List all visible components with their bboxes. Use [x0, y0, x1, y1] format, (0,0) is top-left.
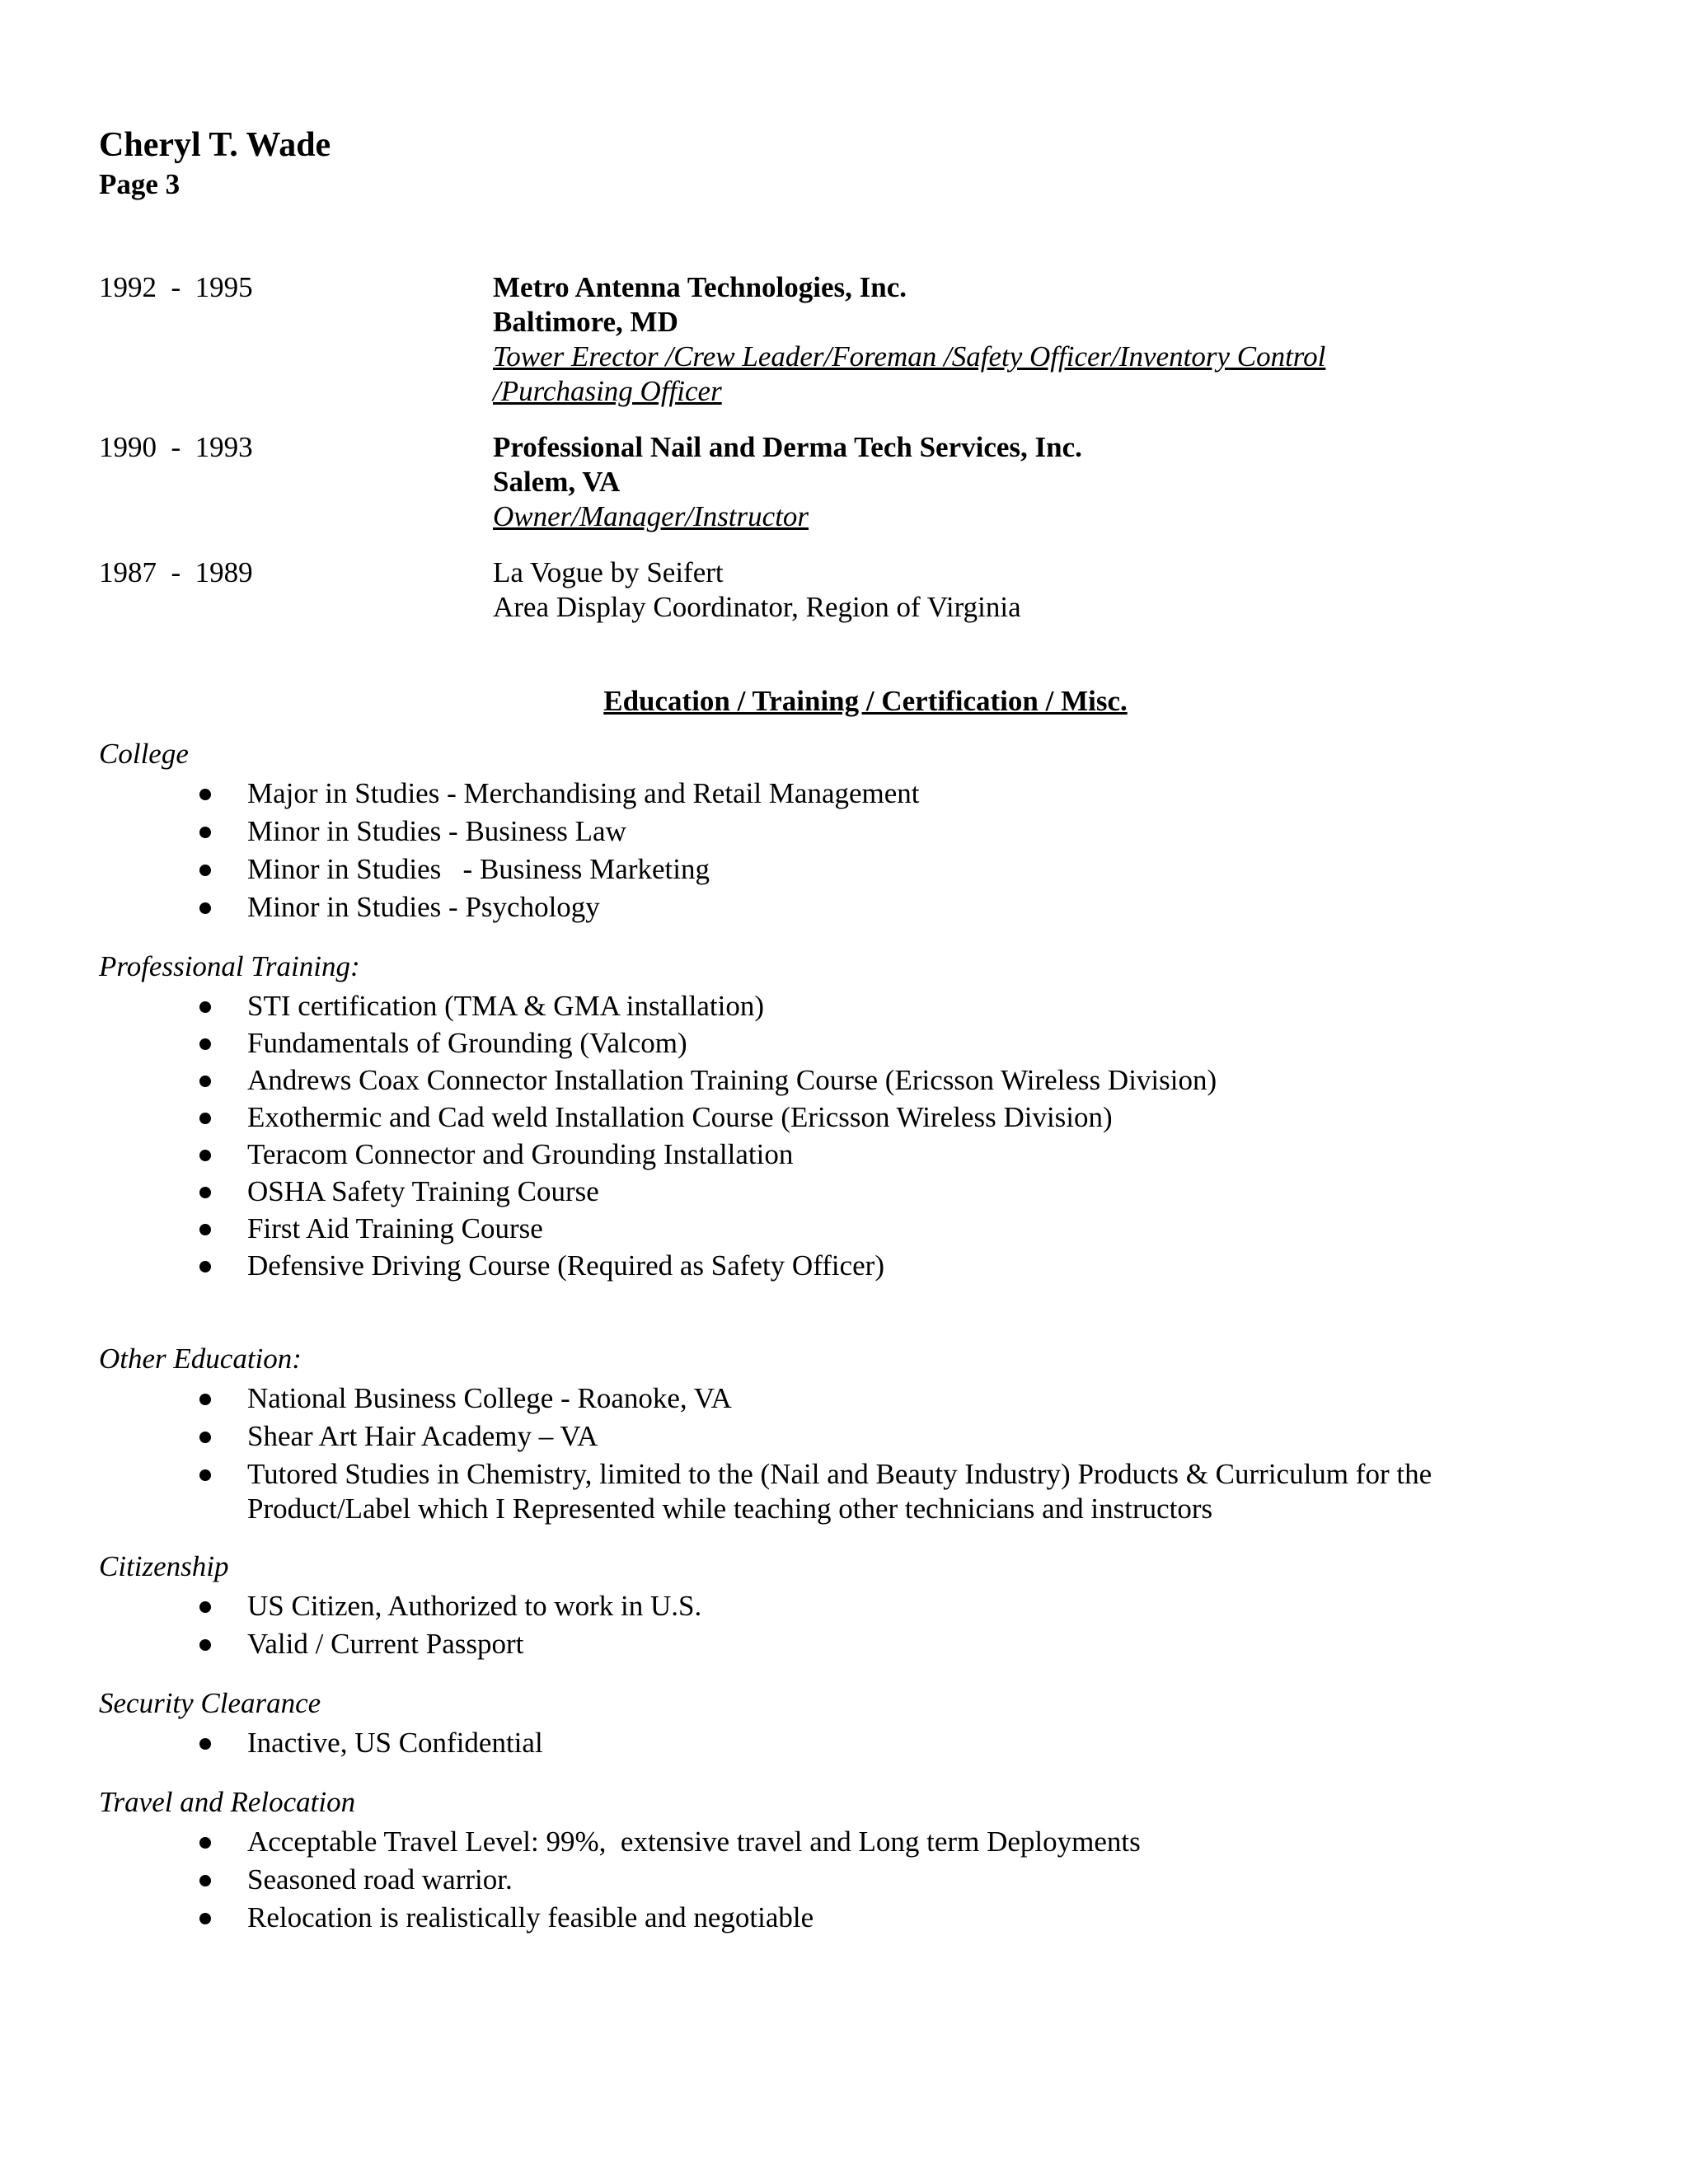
bullet-icon: [199, 1224, 211, 1235]
bullet-icon: [199, 1261, 211, 1272]
employment-history: [99, 270, 1582, 625]
bullet-icon: [199, 1469, 211, 1481]
bullet-icon: [199, 789, 211, 800]
bullet-list: [99, 1587, 1582, 1663]
job-role: Area Display Coordinator, Region of Virginia: [493, 591, 1021, 623]
education-heading: Education / Training / Certification / Misc.: [603, 685, 1128, 717]
bullet-list: [99, 1823, 1582, 1937]
bullet-icon: [199, 1038, 211, 1050]
bullet-icon: [199, 1875, 211, 1886]
job-dates: 1992 - 1995: [99, 271, 253, 303]
section-title: Professional Training:: [99, 950, 360, 982]
bullet-list: [99, 987, 1582, 1284]
list-item: STI certification (TMA & GMA installation): [99, 987, 1582, 1024]
list-item: Andrews Coax Connector Installation Training Course (Ericsson Wireless Division): [99, 1062, 1582, 1099]
job-title-continued: /Purchasing Officer: [493, 375, 722, 407]
list-item: Seasoned road warrior.: [99, 1861, 1582, 1899]
job-company: La Vogue by Seifert: [493, 556, 724, 588]
bullet-icon: [199, 902, 211, 914]
job-company: Professional Nail and Derma Tech Services, Inc.: [493, 431, 1082, 463]
list-item: OSHA Safety Training Course: [99, 1173, 1582, 1210]
list-item: Acceptable Travel Level: 99%, extensive travel and Long term Deployments: [99, 1823, 1582, 1861]
bullet-icon: [199, 1076, 211, 1087]
bullet-icon: [199, 1001, 211, 1013]
section-citizenship: [99, 1549, 1582, 1663]
job-entry: [99, 555, 1582, 625]
candidate-name: Cheryl T. Wade: [99, 126, 331, 164]
bullet-icon: [199, 1601, 211, 1613]
list-item: Inactive, US Confidential: [99, 1724, 1582, 1762]
section-title: Citizenship: [99, 1550, 229, 1582]
bullet-icon: [199, 1913, 211, 1924]
resume-header: [99, 124, 1582, 203]
bullet-list: [99, 1724, 1582, 1762]
bullet-icon: [199, 1394, 211, 1405]
bullet-icon: [199, 1150, 211, 1161]
list-item: Major in Studies - Merchandising and Retail Management: [99, 775, 1582, 813]
list-item: Exothermic and Cad weld Installation Course (Ericsson Wireless Division): [99, 1099, 1582, 1136]
list-item: Valid / Current Passport: [99, 1625, 1582, 1663]
bullet-list: [99, 1380, 1582, 1526]
resume-page: [99, 124, 1582, 1937]
job-title: Owner/Manager/Instructor: [493, 500, 809, 532]
list-item: National Business College - Roanoke, VA: [99, 1380, 1582, 1418]
section-travel-relocation: [99, 1785, 1582, 1937]
bullet-icon: [199, 1432, 211, 1443]
list-item: Fundamentals of Grounding (Valcom): [99, 1024, 1582, 1062]
list-item: First Aid Training Course: [99, 1210, 1582, 1247]
list-item: Relocation is realistically feasible and negotiable: [99, 1899, 1582, 1937]
list-item: Minor in Studies - Business Law: [99, 813, 1582, 851]
job-dates: 1990 - 1993: [99, 431, 253, 463]
list-item: Defensive Driving Course (Required as Safety Officer): [99, 1247, 1582, 1284]
section-college: [99, 737, 1582, 926]
job-details: [493, 430, 1582, 534]
job-entry: [99, 430, 1582, 534]
bullet-icon: [199, 1187, 211, 1198]
bullet-icon: [199, 1639, 211, 1651]
section-professional-training: [99, 949, 1582, 1284]
section-title: Other Education:: [99, 1343, 302, 1375]
section-security-clearance: [99, 1686, 1582, 1762]
job-location: Salem, VA: [493, 466, 621, 498]
list-item: Shear Art Hair Academy – VA: [99, 1418, 1582, 1455]
job-details: [493, 270, 1582, 409]
section-title: College: [99, 738, 189, 770]
job-location: Baltimore, MD: [493, 306, 678, 338]
bullet-icon: [199, 1738, 211, 1750]
bullet-icon: [199, 865, 211, 876]
page-number: Page 3: [99, 168, 181, 200]
bullet-list: [99, 775, 1582, 926]
list-item: Tutored Studies in Chemistry, limited to the (Nail and Beauty Industry) Products & Curriculum for the Product/Label which I Represented while teaching other technicians and instructors: [99, 1455, 1582, 1526]
section-other-education: [99, 1342, 1582, 1526]
bullet-icon: [199, 827, 211, 838]
list-item: Minor in Studies - Business Marketing: [99, 851, 1582, 888]
list-item: Teracom Connector and Grounding Installation: [99, 1136, 1582, 1173]
list-item: Minor in Studies - Psychology: [99, 888, 1582, 926]
job-details: [493, 555, 1582, 625]
list-item: US Citizen, Authorized to work in U.S.: [99, 1587, 1582, 1625]
section-title: Security Clearance: [99, 1687, 321, 1719]
job-company: Metro Antenna Technologies, Inc.: [493, 271, 907, 303]
bullet-icon: [199, 1837, 211, 1849]
job-entry: [99, 270, 1582, 409]
job-dates: 1987 - 1989: [99, 556, 253, 588]
job-title: Tower Erector /Crew Leader/Foreman /Safety Officer/Inventory Control: [493, 340, 1326, 373]
bullet-icon: [199, 1113, 211, 1124]
section-title: Travel and Relocation: [99, 1786, 356, 1818]
